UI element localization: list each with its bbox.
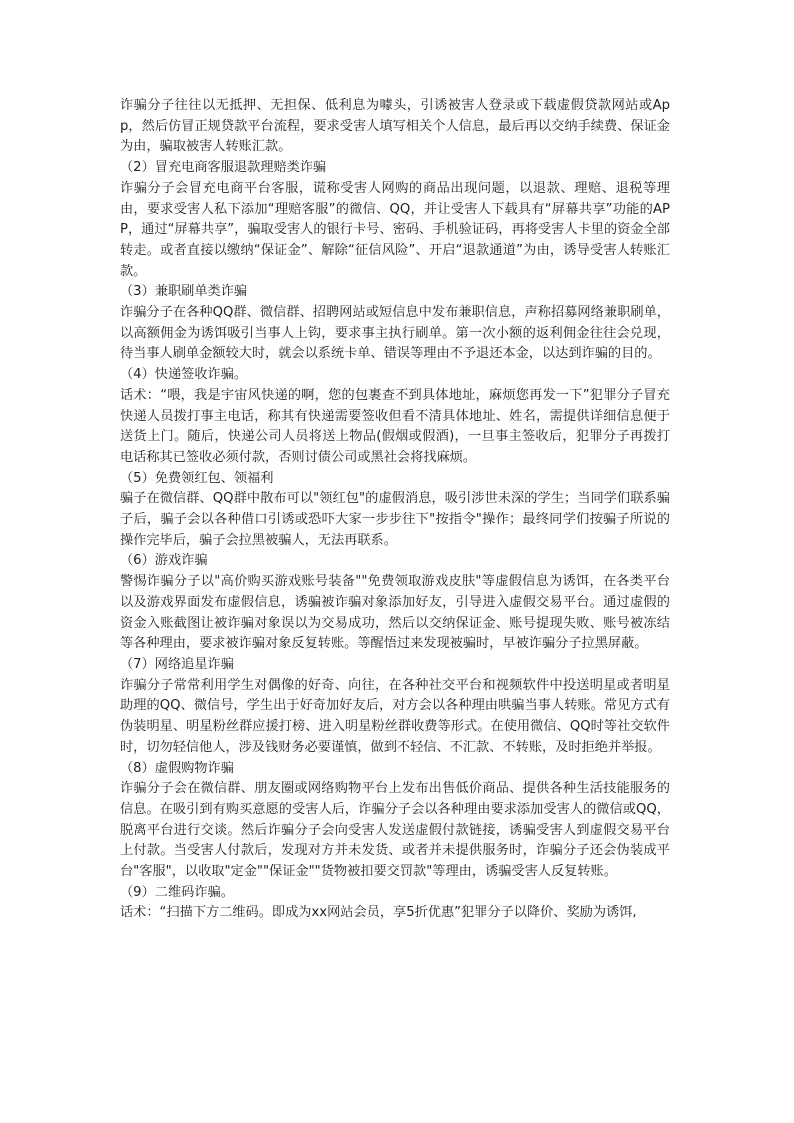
section-heading-2: （2）冒充电商客服退款理赔类诈骗 bbox=[120, 160, 327, 176]
document-page bbox=[120, 96, 670, 924]
section-heading-9: （9）二维码诈骗。 bbox=[120, 884, 234, 900]
section-body-5: 骗子在微信群、QQ群中散布可以"领红包"的虚假消息，吸引涉世未深的学生；当同学们联系骗子后，骗子会以各种借口引诱或恐吓大家一步步往下"按指令"操作；最终同学们按骗子所说的操作完毕后，骗子会拉黑被骗人，无法再联系。 bbox=[120, 491, 670, 548]
section-heading-3: （3）兼职刷单类诈骗 bbox=[120, 284, 248, 300]
section-heading-6: （6）游戏诈骗 bbox=[120, 553, 208, 569]
section-heading-8: （8）虚假购物诈骗 bbox=[120, 760, 234, 776]
section-body-4: 话术：“喂，我是宇宙风快递的啊，您的包裹查不到具体地址，麻烦您再发一下”犯罪分子冒充快递人员拨打事主电话，称其有快递需要签收但看不清具体地址、姓名，需提供详细信息便于送货上门。随后，快递公司人员将送上物品(假烟或假酒)，一旦事主签收后，犯罪分子再拨打电话称其已签收必须付款，否则讨债公司或黑社会将找麻烦。 bbox=[120, 387, 670, 465]
section-body-7: 诈骗分子常常利用学生对偶像的好奇、向往，在各种社交平台和视频软件中投送明星或者明星助理的QQ、微信号，学生出于好奇加好友后，对方会以各种理由哄骗当事人转账。常见方式有伪装明星、明星粉丝群应援打榜、进入明星粉丝群收费等形式。在使用微信、QQ时等社交软件时，切勿轻信他人，涉及钱财务必要谨慎，做到不轻信、不汇款、不转账，及时拒绝并举报。 bbox=[120, 677, 670, 755]
section-body-2: 诈骗分子会冒充电商平台客服，谎称受害人网购的商品出现问题，以退款、理赔、退税等理由，要求受害人私下添加“理赔客服”的微信、QQ，并让受害人下载具有“屏幕共享”功能的APP，通过“屏幕共享”，骗取受害人的银行卡号、密码、手机验证码，再将受害人卡里的资金全部转走。或者直接以缴纳“保证金”、解除“征信风险”、开启“退款通道”为由，诱导受害人转账汇款。 bbox=[120, 180, 670, 279]
section-body-3: 诈骗分子在各种QQ群、微信群、招聘网站或短信息中发布兼职信息，声称招募网络兼职刷单，以高额佣金为诱饵吸引当事人上钩，要求事主执行刷单。第一次小额的返利佣金往往会兑现，待当事人刷单金额较大时，就会以系统卡单、错误等理由不予退还本金，以达到诈骗的目的。 bbox=[120, 305, 670, 362]
section-body-8: 诈骗分子会在微信群、朋友圈或网络购物平台上发布出售低价商品、提供各种生活技能服务的信息。在吸引到有购买意愿的受害人后，诈骗分子会以各种理由要求添加受害人的微信或QQ，脱离平台进行交谈。然后诈骗分子会向受害人发送虚假付款链接，诱骗受害人到虚假交易平台上付款。当受害人付款后，发现对方并未发货、或者并未提供服务时，诈骗分子还会伪装成平台"客服"，以收取"定金""保证金""货物被扣要交罚款"等理由，诱骗受害人反复转账。 bbox=[120, 781, 670, 880]
section-heading-4: （4）快递签收诈骗。 bbox=[120, 367, 248, 383]
section-body-6: 警惕诈骗分子以"高价购买游戏账号装备""免费领取游戏皮肤"等虚假信息为诱饵，在各类平台以及游戏界面发布虚假信息，诱骗被诈骗对象添加好友，引导进入虚假交易平台。通过虚假的资金入账截图让被诈骗对象误以为交易成功，然后以交纳保证金、账号提现失败、账号被冻结等各种理由，要求被诈骗对象反复转账。等醒悟过来发现被骗时，早被诈骗分子拉黑屏蔽。 bbox=[120, 574, 670, 652]
section-heading-5: （5）免费领红包、领福利 bbox=[120, 470, 274, 486]
section-heading-7: （7）网络追星诈骗 bbox=[120, 656, 234, 672]
section-body-9: 话术：“扫描下方二维码。即成为xx网站会员，享5折优惠”犯罪分子以降价、奖励为诱饵, bbox=[120, 905, 637, 921]
intro-paragraph: 诈骗分子往往以无抵押、无担保、低利息为噱头，引诱被害人登录或下载虚假贷款网站或App，然后仿冒正规贷款平台流程，要求受害人填写相关个人信息，最后再以交纳手续费、保证金为由，骗取被害人转账汇款。 bbox=[120, 98, 670, 155]
